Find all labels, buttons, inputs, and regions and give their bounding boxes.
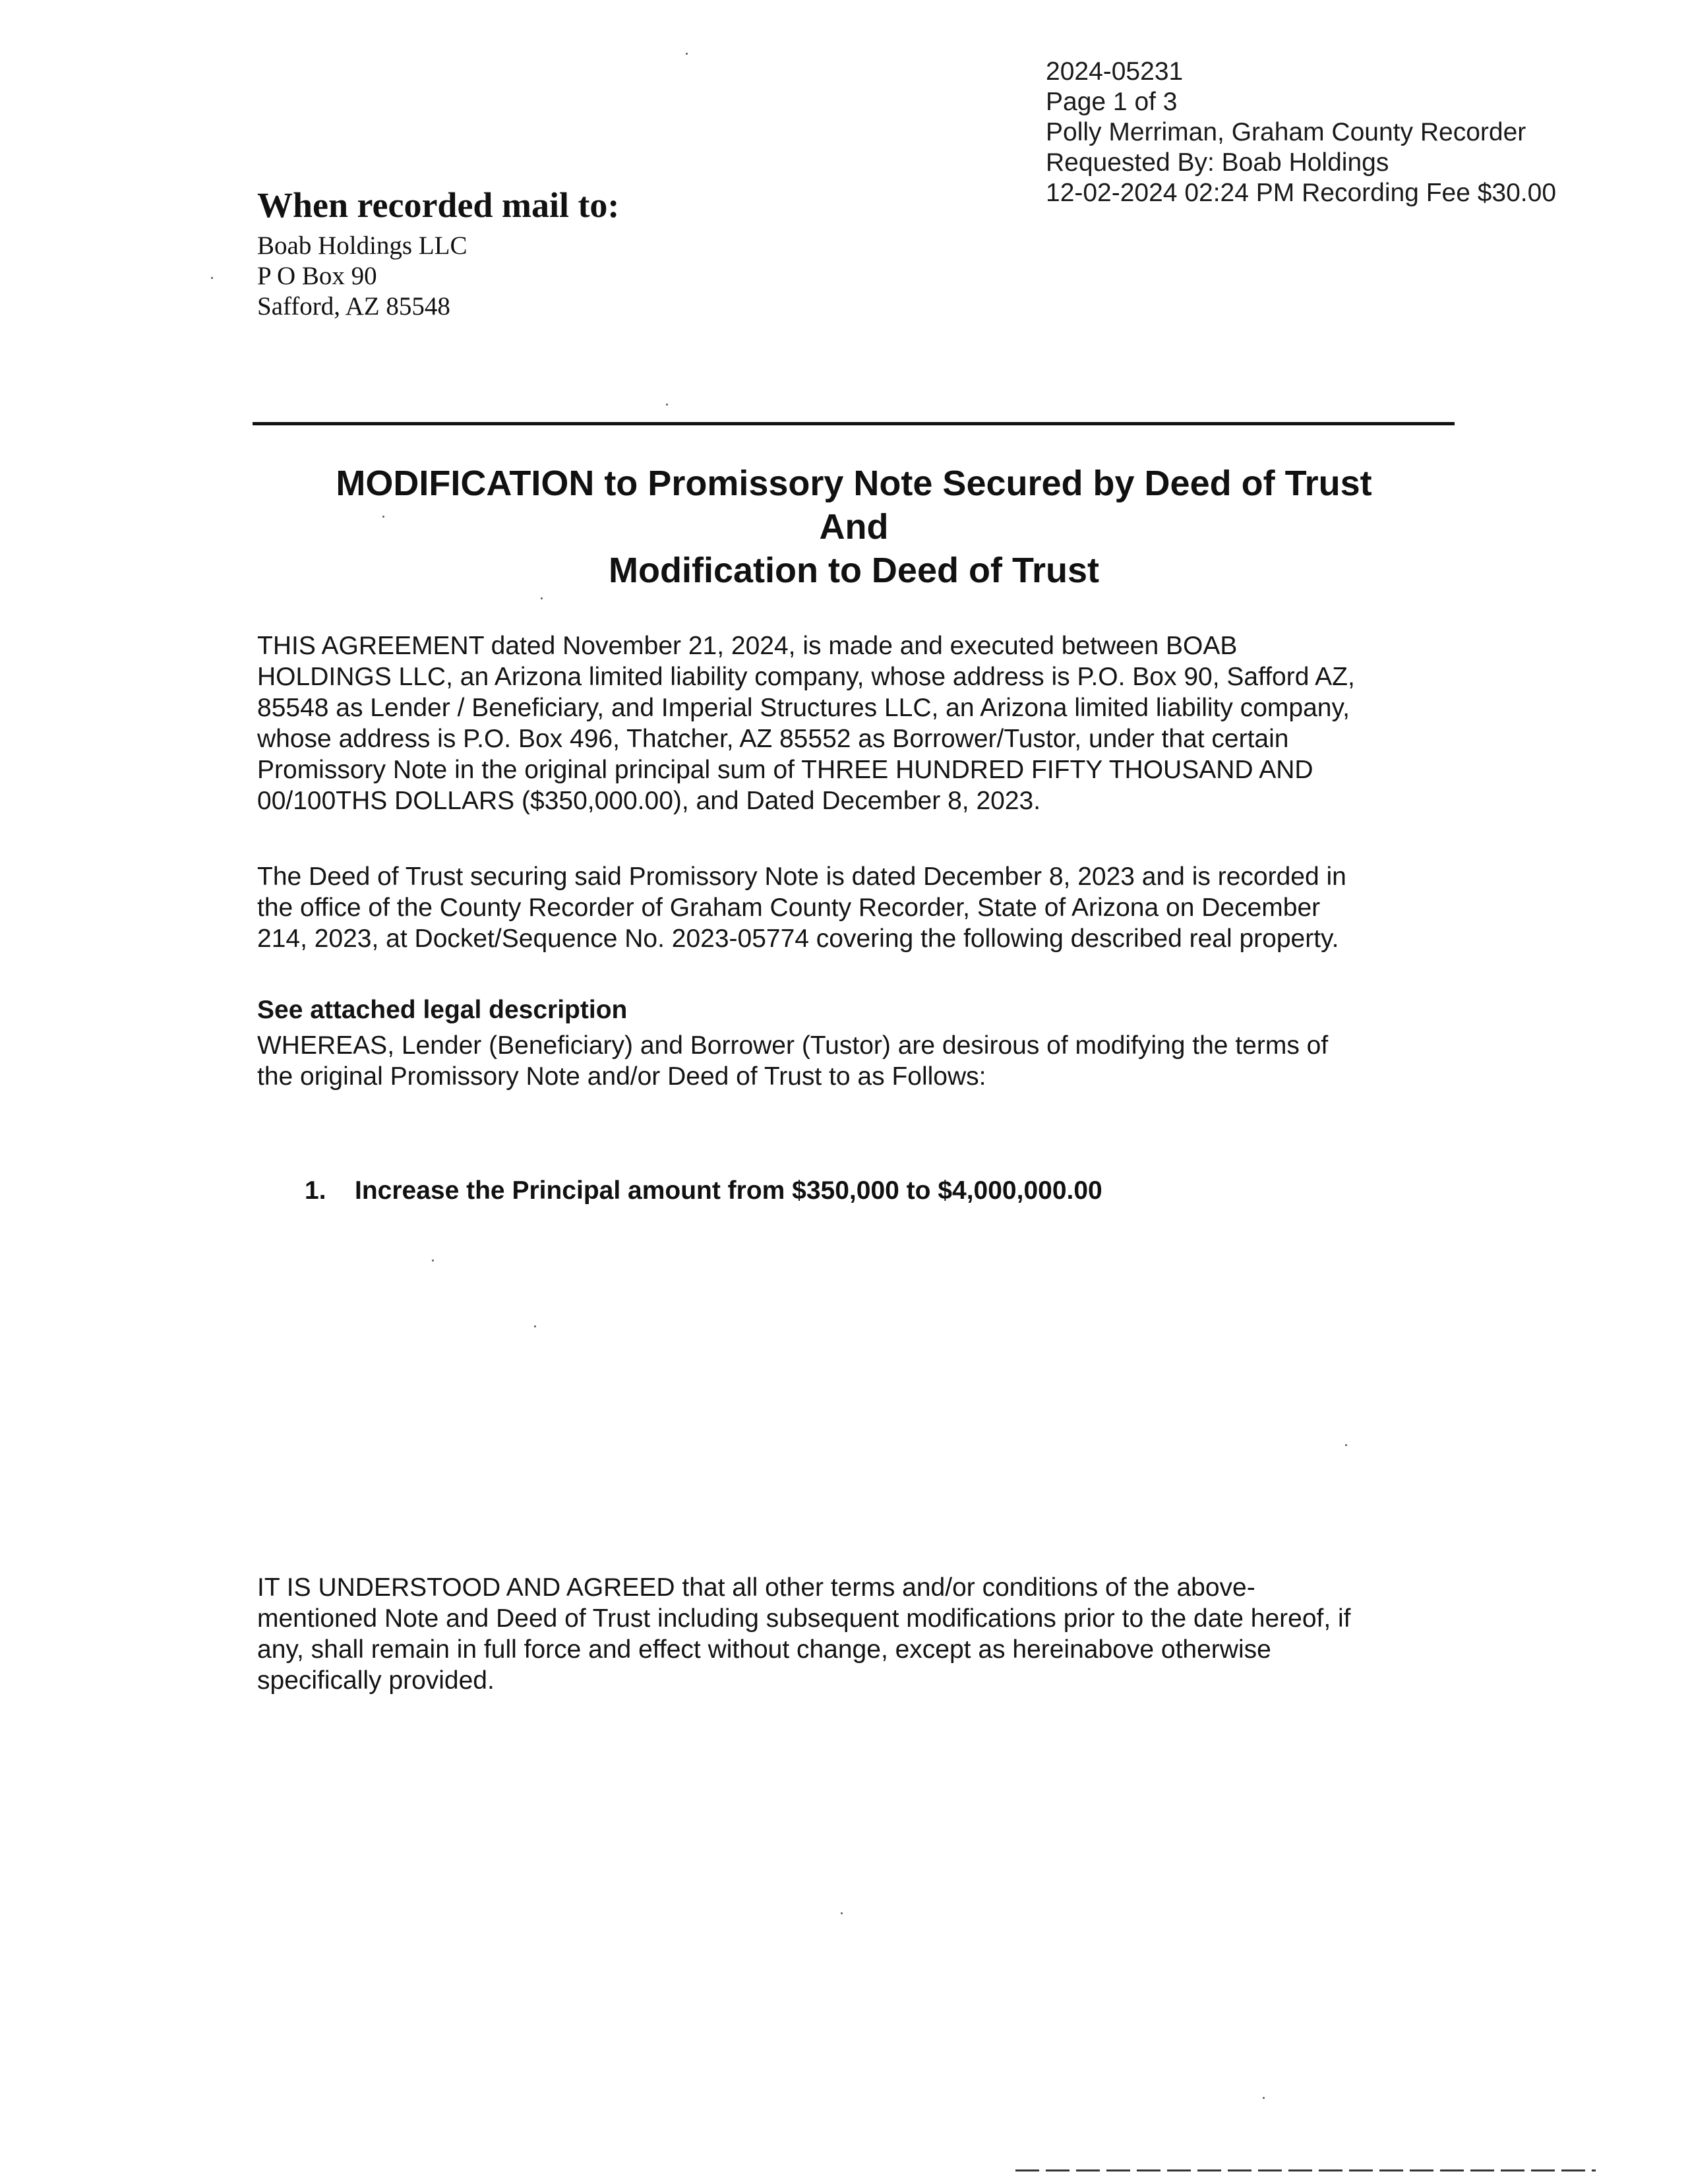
paragraph-line: specifically provided. [257, 1666, 495, 1695]
understood-paragraph [257, 1572, 1470, 1696]
scan-speck [686, 53, 688, 55]
scan-speck [211, 277, 213, 279]
deed-paragraph [257, 861, 1470, 954]
paragraph-line: any, shall remain in full force and effect without change, except as hereinabove otherwise [257, 1635, 1271, 1664]
requested-by: Requested By: Boab Holdings [1046, 148, 1389, 177]
agreement-paragraph [257, 630, 1470, 816]
paragraph-line: WHEREAS, Lender (Beneficiary) and Borrower (Tustor) are desirous of modifying the terms of [257, 1031, 1329, 1060]
whereas-paragraph [257, 1030, 1470, 1092]
recording-datetime-fee: 12-02-2024 02:24 PM Recording Fee $30.00 [1046, 179, 1557, 207]
paragraph-line: 00/100THS DOLLARS ($350,000.00), and Dated December 8, 2023. [257, 787, 1041, 815]
paragraph-line: whose address is P.O. Box 496, Thatcher, AZ 85552 as Borrower/Tustor, under that certain [257, 725, 1289, 753]
recording-stamp [1046, 57, 1556, 208]
document-number: 2024-05231 [1046, 57, 1184, 86]
list-number: 1. [305, 1176, 326, 1205]
bottom-scan-dashes [1015, 2169, 1596, 2171]
mail-to-heading: When recorded mail to: [257, 185, 620, 225]
mail-to-box: P O Box 90 [257, 262, 377, 290]
title-line-2: And [819, 507, 889, 547]
paragraph-line: HOLDINGS LLC, an Arizona limited liability company, whose address is P.O. Box 90, Safford AZ, [257, 663, 1355, 691]
scan-speck [541, 597, 543, 599]
see-attached-heading: See attached legal description [257, 996, 628, 1024]
paragraph-line: 214, 2023, at Docket/Sequence No. 2023-05774 covering the following described real property. [257, 925, 1339, 953]
paragraph-line: THIS AGREEMENT dated November 21, 2024, is made and executed between BOAB [257, 632, 1238, 660]
horizontal-rule [253, 422, 1455, 425]
scan-speck [432, 1259, 434, 1261]
paragraph-line: the original Promissory Note and/or Deed of Trust to as Follows: [257, 1062, 986, 1091]
document-title [251, 462, 1457, 592]
scan-speck [382, 516, 384, 518]
paragraph-line: the office of the County Recorder of Graham County Recorder, State of Arizona on December [257, 894, 1321, 922]
paragraph-line: The Deed of Trust securing said Promissory Note is dated December 8, 2023 and is recorded in [257, 863, 1346, 891]
modification-item [305, 1175, 1102, 1206]
scan-speck [534, 1325, 536, 1327]
recorder-name: Polly Merriman, Graham County Recorder [1046, 118, 1526, 146]
title-line-3: Modification to Deed of Trust [609, 551, 1099, 590]
paragraph-line: mentioned Note and Deed of Trust including subsequent modifications prior to the date hereof, if [257, 1604, 1351, 1633]
mail-to-name: Boab Holdings LLC [257, 231, 467, 260]
scan-speck [1263, 2097, 1265, 2099]
page-indicator: Page 1 of 3 [1046, 88, 1178, 116]
scan-speck [666, 404, 668, 406]
scan-speck [841, 1912, 843, 1914]
paragraph-line: IT IS UNDERSTOOD AND AGREED that all other terms and/or conditions of the above- [257, 1573, 1255, 1602]
list-item-text: Increase the Principal amount from $350,000 to $4,000,000.00 [355, 1176, 1102, 1205]
title-line-1: MODIFICATION to Promissory Note Secured by Deed of Trust [336, 464, 1372, 503]
scan-speck [1345, 1444, 1347, 1446]
paragraph-line: Promissory Note in the original principal sum of THREE HUNDRED FIFTY THOUSAND AND [257, 756, 1313, 784]
mail-to-block [257, 183, 619, 322]
mail-to-city: Safford, AZ 85548 [257, 292, 450, 320]
paragraph-line: 85548 as Lender / Beneficiary, and Imperial Structures LLC, an Arizona limited liability company, [257, 694, 1350, 722]
